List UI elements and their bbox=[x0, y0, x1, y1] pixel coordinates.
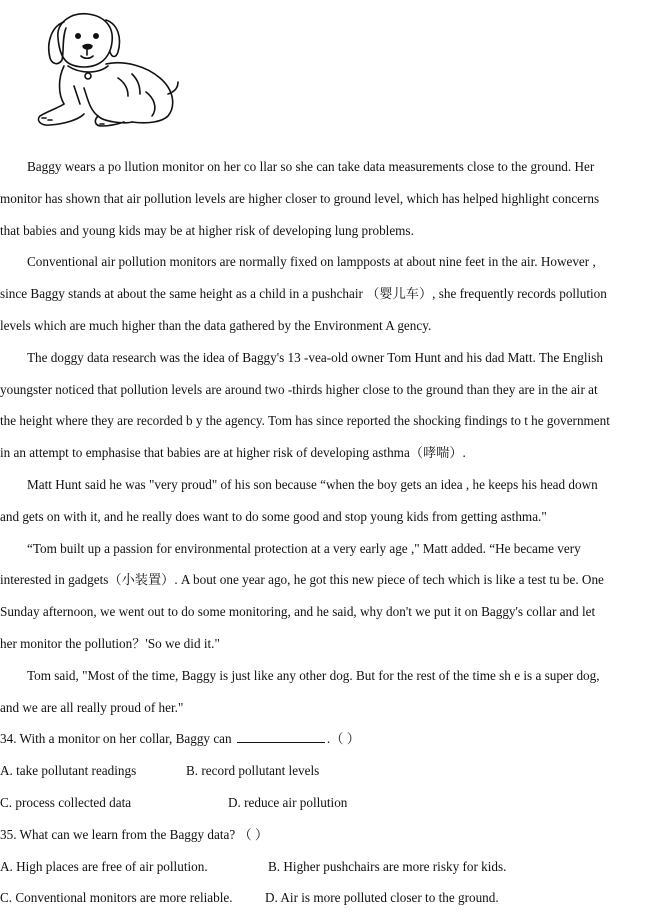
options-row bbox=[0, 851, 648, 883]
text-line: since Baggy stands at about the same height as a child in a pushchair （婴儿车）, she frequently records pollution bbox=[0, 286, 607, 302]
text-line: the height where they are recorded b y the agency. Tom has since reported the shocking findings to t he government bbox=[0, 413, 610, 429]
options-row bbox=[0, 882, 648, 914]
question-34 bbox=[0, 723, 648, 818]
question-stem: 35. What can we learn from the Baggy data? （ ） bbox=[0, 826, 269, 842]
question-stem bbox=[0, 723, 648, 755]
answer-blank[interactable] bbox=[237, 729, 325, 743]
text-line: Tom said, "Most of the time, Baggy is just like any other dog. But for the rest of the time sh e is a super dog, bbox=[27, 667, 600, 683]
paragraph-1 bbox=[0, 151, 648, 246]
option-b[interactable]: B. Higher pushchairs are more risky for kids. bbox=[268, 858, 507, 874]
paragraph-3 bbox=[0, 342, 648, 469]
text-line: Baggy wears a po llution monitor on her co llar so she can take data measurements close to the ground. Her bbox=[27, 159, 595, 174]
paragraph-6 bbox=[0, 660, 648, 724]
text-line: Sunday afternoon, we went out to do some monitoring, and he said, why don't we put it on Baggy's collar and let bbox=[0, 604, 596, 620]
question-stem-suffix: .（ ） bbox=[326, 731, 360, 747]
text-line: monitor has shown that air pollution levels are higher closer to ground level, which has helped highlight concerns bbox=[0, 190, 600, 206]
text-line: “Tom built up a passion for environmental protection at a very early age ," Matt added. “He became very bbox=[27, 540, 581, 556]
option-d[interactable]: D. reduce air pollution bbox=[228, 794, 348, 810]
question-35 bbox=[0, 819, 648, 914]
question-stem-prefix: 34. With a monitor on her collar, Baggy can bbox=[0, 731, 235, 747]
paragraph-2 bbox=[0, 246, 648, 341]
text-line: youngster noticed that pollution levels are around two -thirds higher close to the ground than they are in the air at bbox=[0, 381, 598, 397]
text-line: Matt Hunt said he was "very proud" of his son because “when the boy gets an idea , he keeps his head down bbox=[27, 476, 598, 492]
option-b[interactable]: B. record pollutant levels bbox=[186, 763, 320, 779]
text-line: and we are all really proud of her." bbox=[0, 699, 184, 715]
passage-text bbox=[0, 151, 648, 914]
text-line: in an attempt to emphasise that babies are at higher risk of developing asthma（哮喘）. bbox=[0, 445, 466, 461]
text-line: The doggy data research was the idea of Baggy's 13 -vea-old owner Tom Hunt and his dad Matt. The English bbox=[27, 349, 603, 365]
text-line: levels which are much higher than the data gathered by the Environment A gency. bbox=[0, 317, 432, 333]
text-line: and gets on with it, and he really does want to do some good and stop young kids from getting asthma." bbox=[0, 508, 547, 524]
options-row bbox=[0, 755, 648, 787]
option-c[interactable]: C. Conventional monitors are more reliable. bbox=[0, 890, 233, 906]
text-line: that babies and young kids may be at higher risk of developing lung problems. bbox=[0, 222, 414, 238]
paragraph-4 bbox=[0, 469, 648, 533]
puppy-illustration-icon bbox=[28, 8, 180, 132]
option-d[interactable]: D. Air is more polluted closer to the ground. bbox=[265, 890, 499, 906]
option-a[interactable]: A. High places are free of air pollution. bbox=[0, 858, 208, 874]
text-line: her monitor the pollution？'So we did it." bbox=[0, 635, 220, 651]
option-a[interactable]: A. take pollutant readings bbox=[0, 763, 137, 779]
paragraph-5 bbox=[0, 533, 648, 660]
text-line: Conventional air pollution monitors are normally fixed on lampposts at about nine feet in the air. However , bbox=[27, 254, 596, 270]
options-row bbox=[0, 787, 648, 819]
option-c[interactable]: C. process collected data bbox=[0, 794, 132, 810]
text-line: interested in gadgets（小装置）. A bout one year ago, he got this new piece of tech which is like a test tu be. One bbox=[0, 572, 604, 588]
